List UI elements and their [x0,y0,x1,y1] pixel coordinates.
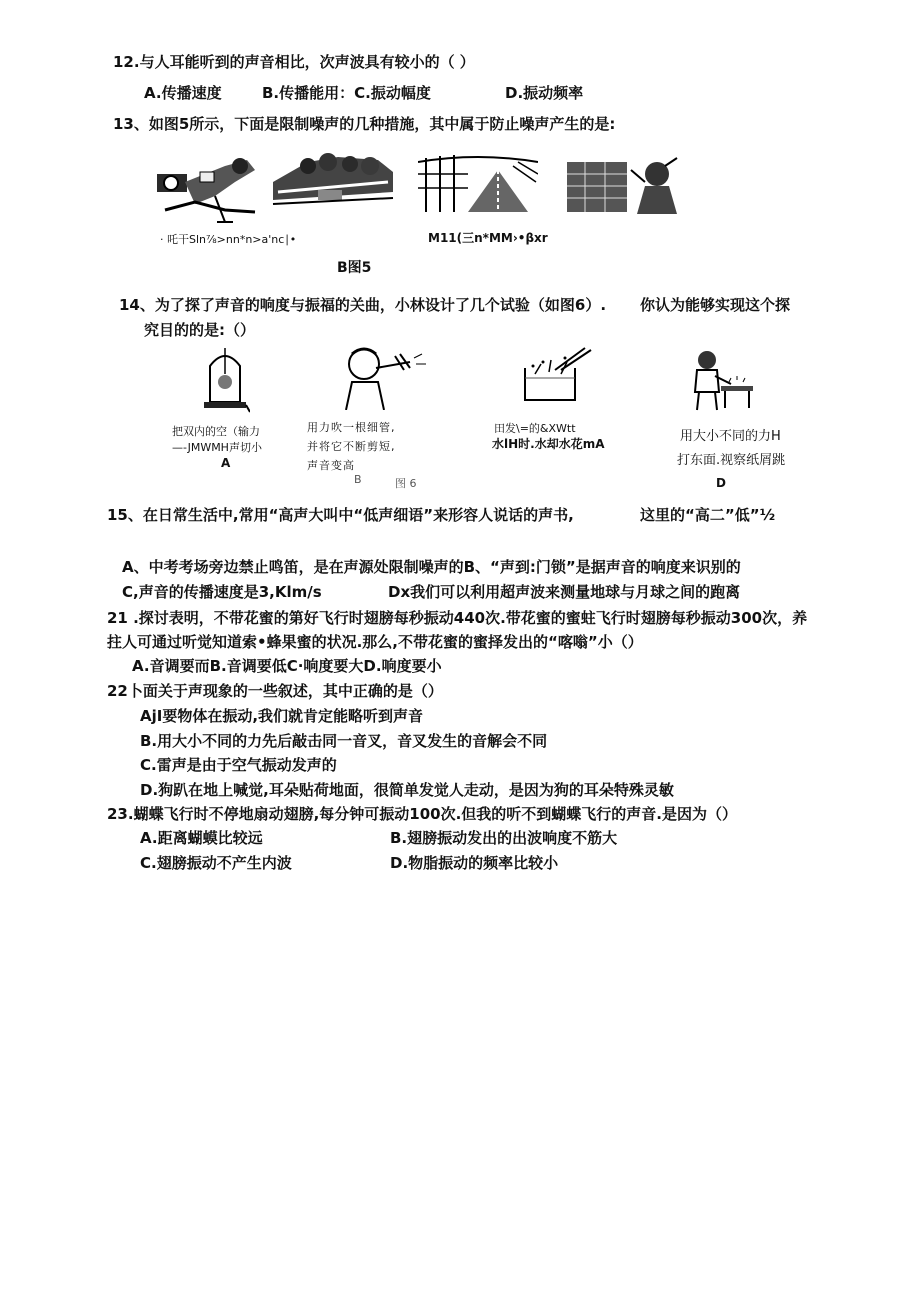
q14-b-caption-line1: 用力吹一根细管, [307,421,396,434]
q15-stem: 15、在日常生活中,常用“高声大叫中“低声细语”来形容人说话的声书, [107,506,574,524]
q12-option-d: D.振动频率 [505,84,584,102]
figure5-c-image [418,152,538,216]
q22-option-d: D.狗趴在地上喊觉,耳朵贴荷地面，很简单发觉人走动，是因为狗的耳朵特殊灵敏 [140,781,674,799]
figure6-c-tuning-fork-water-image [505,344,600,404]
q14-d-label: D [716,476,726,490]
q23-option-d: D.物脂振动的频率比较小 [390,854,559,872]
q22-option-c: C.雷声是由于空气振动发声的 [140,756,337,774]
q14-a-caption-line2: —-JMWMH声切小 [172,441,262,454]
q14-d-caption-line2: 打东面.视察纸屑跳 [677,453,786,468]
figure5-label: B图5 [337,260,372,276]
figure5-caption-left: · 吒干Sln⅞>nn*n>a'nc∣• [160,233,297,246]
q22-stem: 22卜面关于声现象的一些叙述，其中正确的是（） [107,682,443,700]
q22-option-a: AjI要物体在振动,我们就肯定能略听到声音 [140,707,424,725]
q21-options: A.音调要而B.音调要低C·响度要大D.响度要小 [132,657,442,675]
q14-stem: 14、为了探了声音的响度与振福的关曲，小林设计了几个试验（如图6）. [119,296,607,314]
figure5-caption-right: M11(三n*MM›•βxr [428,231,548,245]
q21-line2: 拄人可通过听觉知道索•蜂果蜜的状况.那么,不带花蜜的蜜择发出的“喀嗡”小（） [107,633,643,651]
figure6-label: 图 6 [395,477,417,490]
q14-a-label: A [221,456,231,470]
q21-line1: 21 .探讨表明，不带花蜜的第好飞行时翅膀每秒振动440次.带花蜜的蜜蛀飞行时翅膀每秒振动300次，养 [107,609,808,627]
q14-d-caption-line1: 用大小不同的力H [680,429,781,444]
q14-b-label: B [354,473,362,486]
figure5-d-image [565,152,685,216]
q14-stem-line2: 究目的的是:（） [144,321,255,339]
q14-c-caption-line2: 水lH时.水却水花mA [492,437,605,451]
q14-a-caption-line1: 把双内的空（输力 [172,425,260,438]
q12-stem: 12.与人耳能听到的声音相比，次声波具有较小的（ ） [113,53,475,71]
figure6-a-bell-jar-image [200,344,250,416]
figure6-b-person-straw-image [340,344,430,410]
q15-stem-right: 这里的“高二”低”½ [640,506,776,524]
q23-option-b: B.翅膀振动发出的出波响度不筋大 [390,829,618,847]
q23-option-c: C.翅膀振动不产生内波 [140,854,292,872]
q15-option-c: C,声音的传播速度是3,Klm/s [122,583,322,601]
q22-option-b: B.用大小不同的力先后敲击同一音叉，音叉发生的音解会不同 [140,732,548,750]
q15-option-d: Dx我们可以利用超声波来测量地球与月球之间的跑离 [388,583,741,601]
figure5-b-image [268,152,398,214]
q14-b-caption-line3: 声音变高 [307,459,355,472]
q13-stem: 13、如图5所示，下面是限制噪声的几种措施，其中属于防止噪声产生的是: [113,115,616,133]
q14-c-caption-line1: 田发\=的&XWtt [494,422,576,435]
q12-option-bc: B.传播能用：C.振动幅度 [262,84,431,102]
q23-stem: 23.蝴蝶飞行时不停地扇动翅膀,每分钟可振动100次.但我的听不到蝴蝶飞行的声音.是因为（） [107,805,737,823]
figure6-d-drum-table-image [685,348,755,412]
q14-b-caption-line2: 并将它不断剪短, [307,440,396,453]
q15-option-ab: A、中考考场旁边禁止鸣笛，是在声源处限制噪声的B、“声到:门锁”是据声音的响度来识别的 [122,558,741,576]
figure5-a-image [155,152,265,227]
q12-option-a: A.传播速度 [144,84,222,102]
q23-option-a: A.距离蝴蟆比较远 [140,829,263,847]
q14-stem-right: 你认为能够实现这个探 [640,296,791,314]
